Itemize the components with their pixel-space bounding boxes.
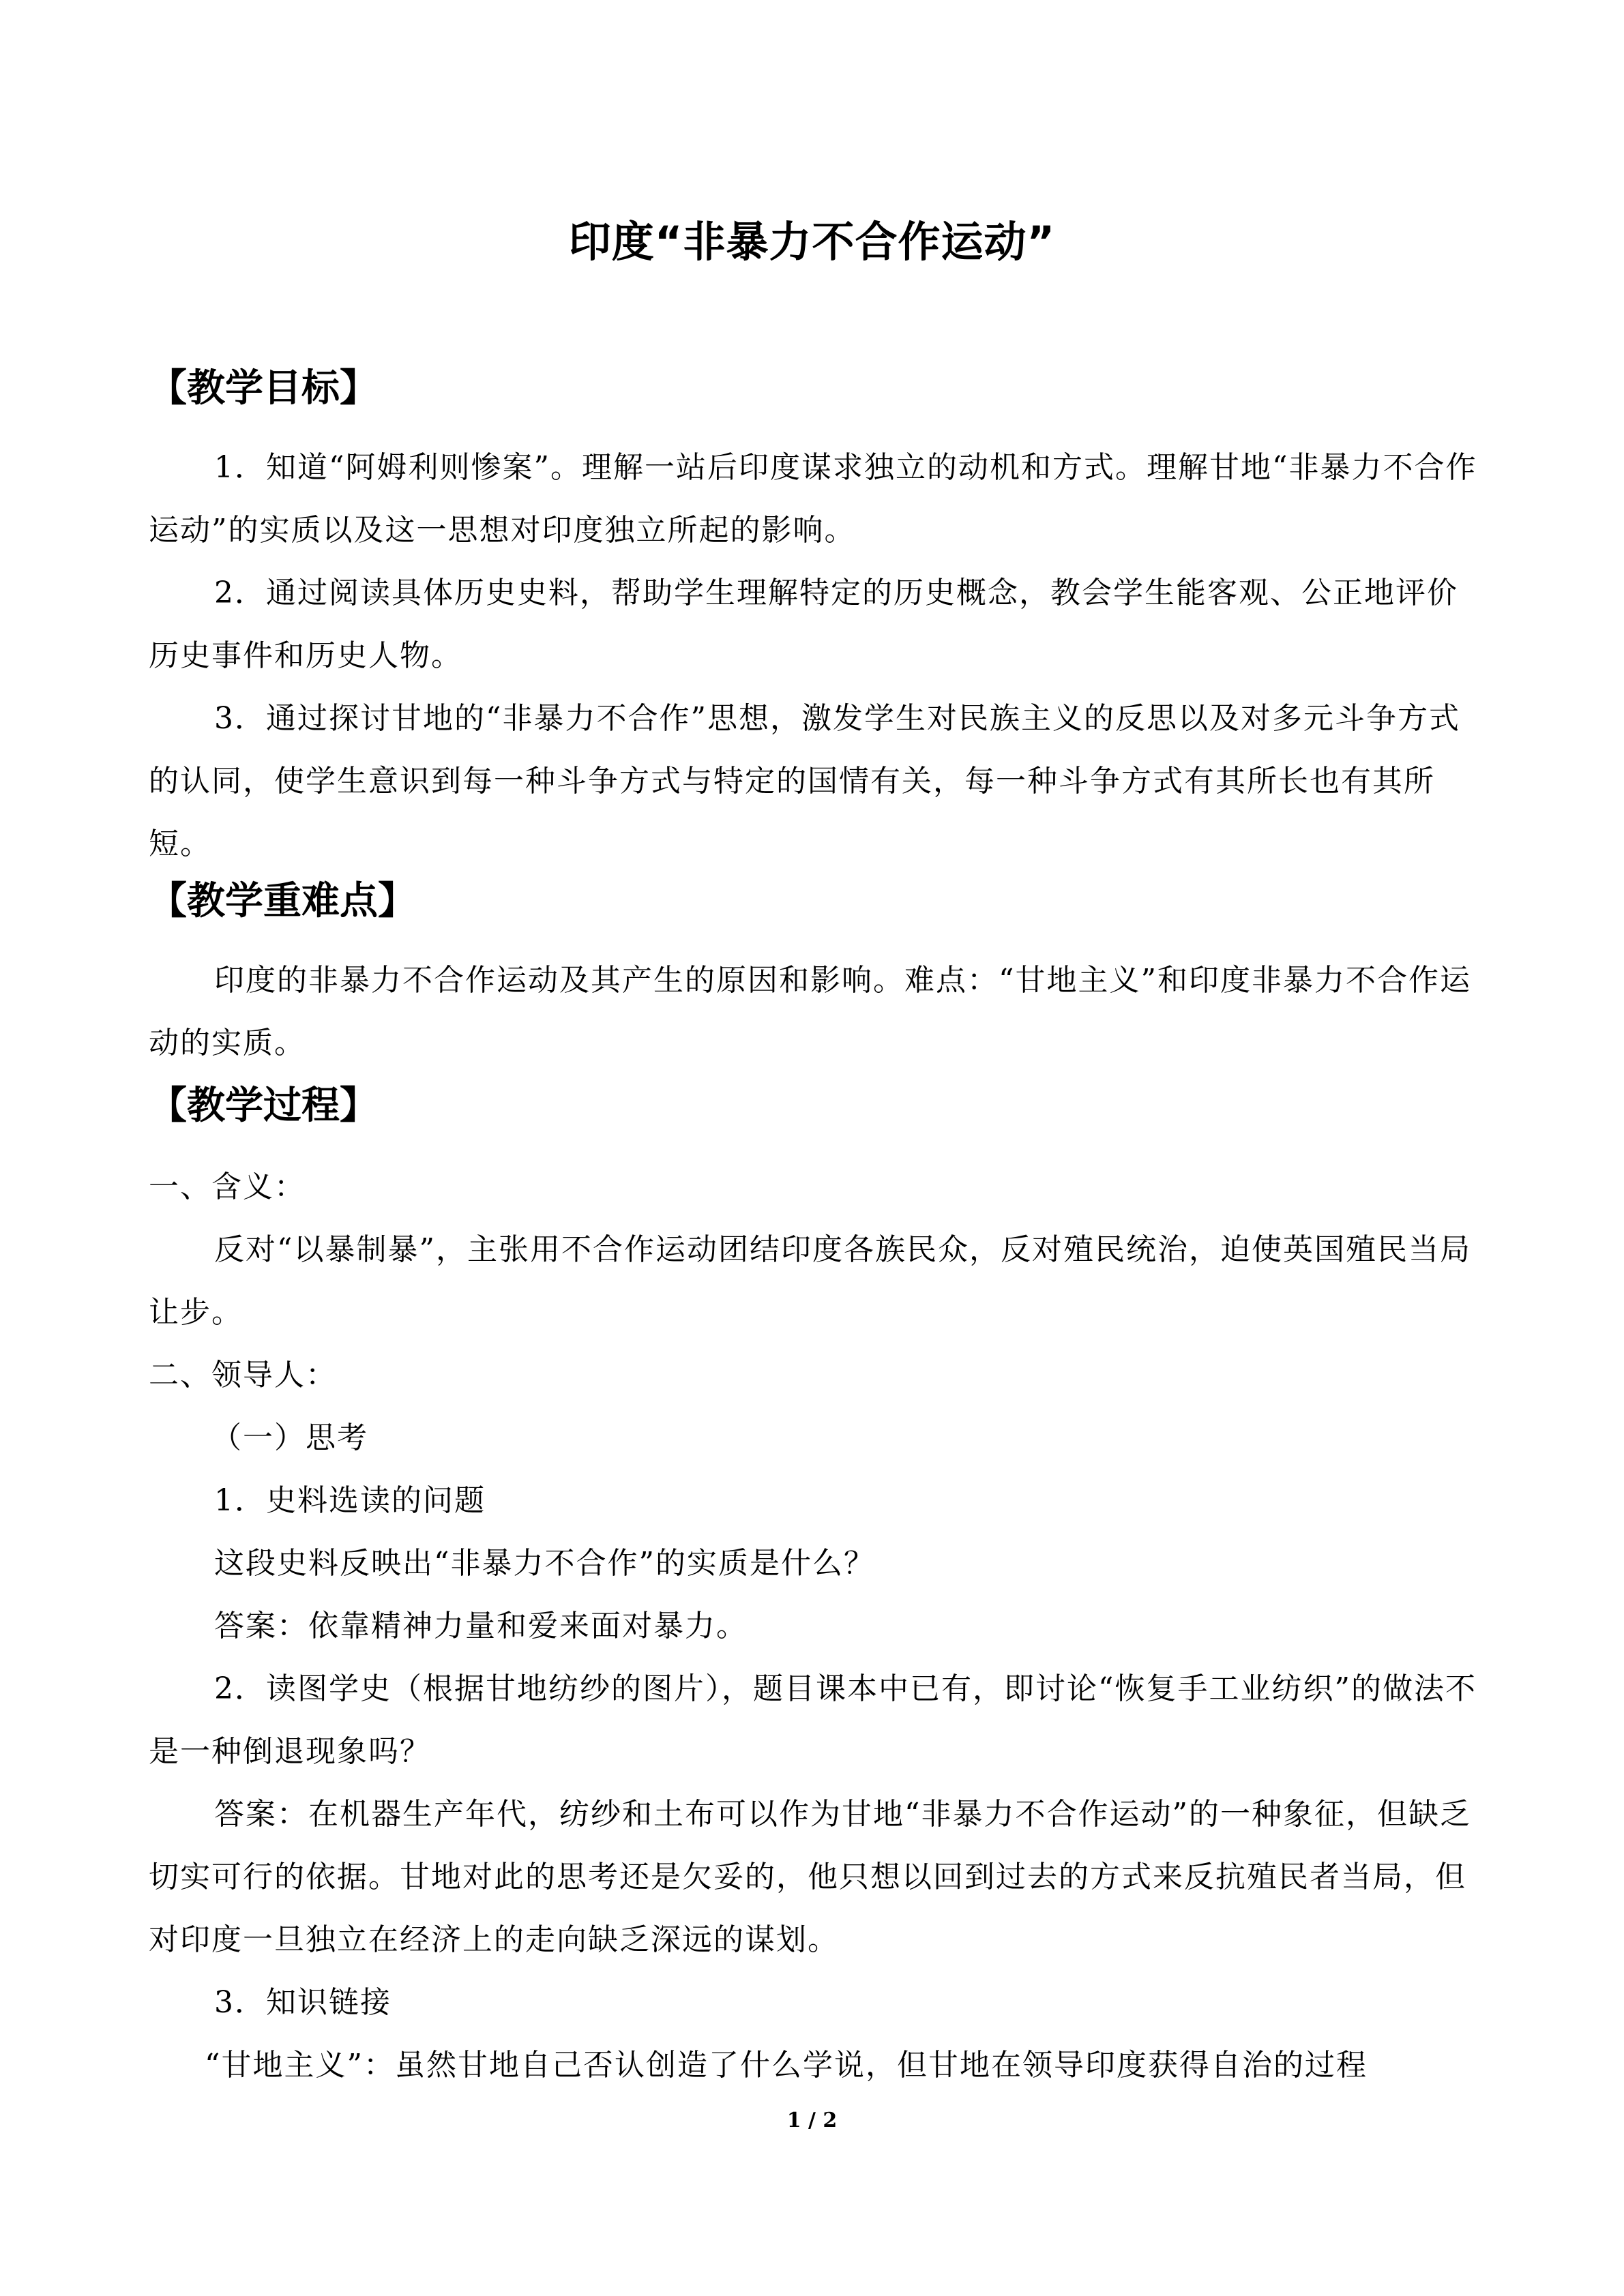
- part1-title: 一、含义：: [149, 1169, 306, 1204]
- objective-item-1: 1．知道“阿姆利则惨案”。理解一站后印度谋求独立的动机和方式。理解甘地“非暴力不合作运动”的实质以及这一思想对印度独立所起的影响。: [149, 450, 1477, 548]
- page-number: 1 / 2: [786, 2108, 838, 2132]
- objectives-heading: 【教学目标】: [149, 366, 378, 411]
- document-title: 印度“非暴力不合作运动”: [568, 217, 1056, 267]
- sub-title-thinking: （一）思考: [211, 1420, 368, 1455]
- objective-item-3: 3．通过探讨甘地的“非暴力不合作”思想，激发学生对民族主义的反思以及对多元斗争方式的认同，使学生意识到每一种斗争方式与特定的国情有关，每一种斗争方式有其所长也有其所短。: [149, 701, 1460, 861]
- q1-title: 1．史料选读的问题: [214, 1483, 486, 1518]
- objective-item-2: 2．通过阅读具体历史史料，帮助学生理解特定的历史概念，教会学生能客观、公正地评价历史事件和历史人物。: [149, 576, 1458, 673]
- part1-text: 反对“以暴制暴”，主张用不合作运动团结印度各族民众，反对殖民统治，迫使英国殖民当局让步。: [149, 1232, 1471, 1330]
- q2-answer: 答案：在机器生产年代，纺纱和土布可以作为甘地“非暴力不合作运动”的一种象征，但缺乏切实可行的依据。甘地对此的思考还是欠妥的，他只想以回到过去的方式来反抗殖民者当局，但对印度一旦独立在经济上的走向缺乏深远的谋划。: [149, 1797, 1471, 1957]
- q1-question: 这段史料反映出“非暴力不合作”的实质是什么？: [214, 1546, 875, 1581]
- key-points-heading: 【教学重难点】: [149, 879, 416, 923]
- part2-title: 二、领导人：: [149, 1358, 337, 1392]
- q3-text: “甘地主义”：虽然甘地自己否认创造了什么学说，但甘地在领导印度获得自治的过程: [205, 2048, 1368, 2083]
- key-points-text: 印度的非暴力不合作运动及其产生的原因和影响。难点：“甘地主义”和印度非暴力不合作运动的实质。: [149, 963, 1471, 1060]
- q1-answer: 答案：依靠精神力量和爱来面对暴力。: [214, 1609, 748, 1643]
- q3-title: 3．知识链接: [214, 1985, 392, 2020]
- process-heading: 【教学过程】: [149, 1084, 378, 1128]
- q2-question: 2．读图学史（根据甘地纺纱的图片），题目课本中已有，即讨论“恢复手工业纺织”的做法不是一种倒退现象吗？: [149, 1671, 1477, 1769]
